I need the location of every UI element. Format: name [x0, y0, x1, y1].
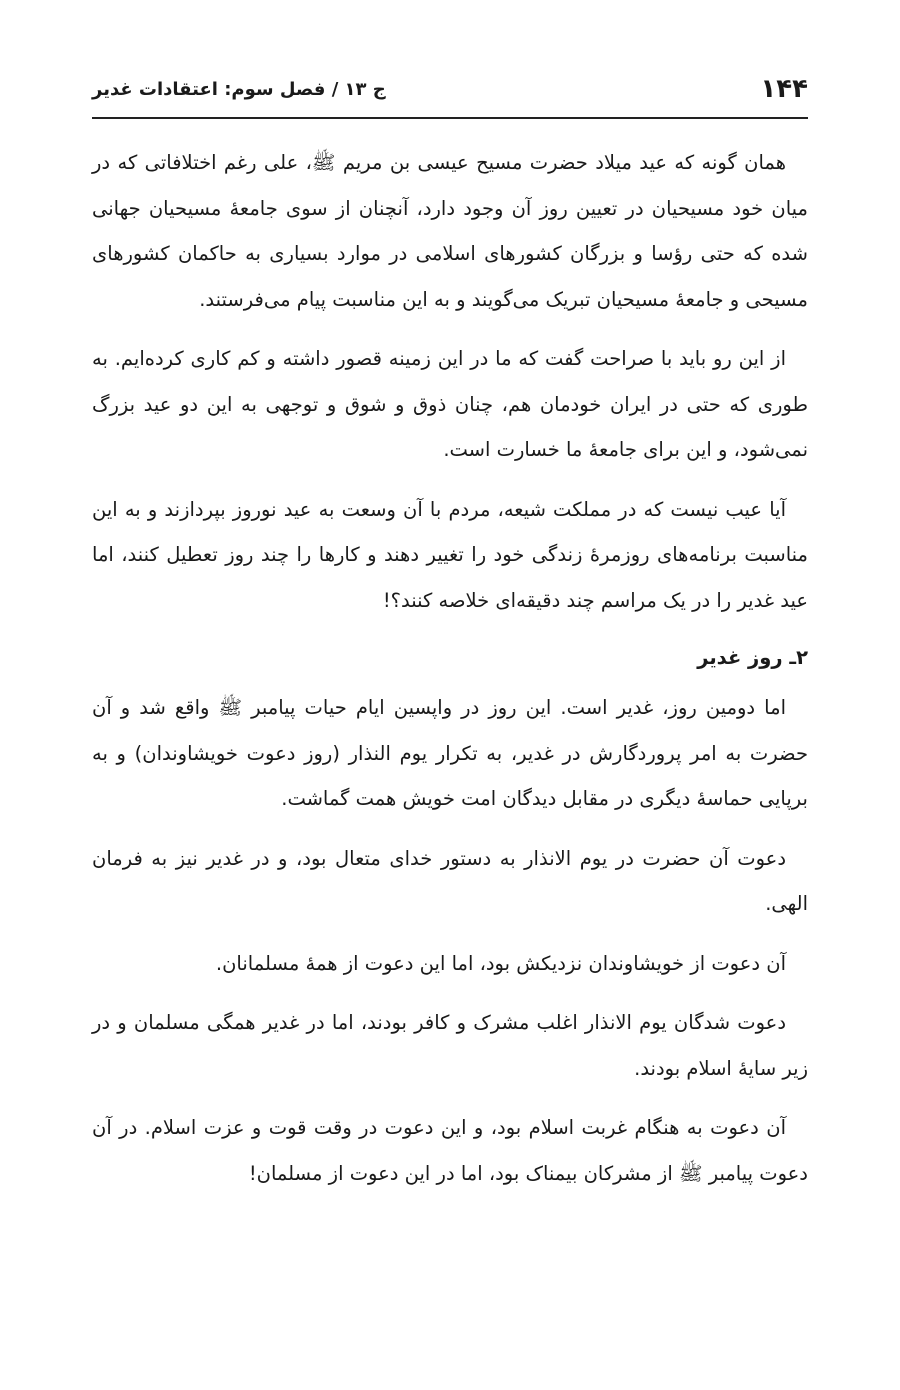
body-paragraph: آن دعوت از خویشاوندان نزدیکش بود، اما این دعوت از همهٔ مسلمانان.	[215, 951, 786, 975]
page-body	[92, 140, 808, 1196]
section-heading: ۲ـ روز غدیر	[697, 646, 808, 669]
body-paragraph: اما دومین روز، غدیر است. این روز در واپسین ایام حیات پیامبر ﷺ واقع شد و آن حضرت به امر پروردگارش در غدیر، به تکرار یوم النذار (روز دعوت خویشاوندان) و به برپایی حماسهٔ دیگری در مقابل دیدگان امت خویش همت گماشت.	[92, 696, 808, 810]
page-number: ۱۴۴	[760, 74, 808, 104]
page-header	[92, 64, 808, 114]
body-paragraph: آن دعوت به هنگام غربت اسلام بود، و این دعوت در وقت قوت و عزت اسلام. در آن دعوت پیامبر ﷺ از مشرکان بیمناک بود، اما در این دعوت از مسلمان!	[92, 1116, 808, 1185]
body-paragraph: از این رو باید با صراحت گفت که ما در این زمینه قصور داشته و کم کاری کرده‌ایم. به طوری که حتی در ایران خودمان هم، چنان ذوق و شوق و توجهی به این دو عید بزرگ نمی‌شود، و این برای جامعهٔ ما خسارت است.	[92, 347, 808, 461]
header-divider	[92, 117, 808, 119]
body-paragraph: دعوت شدگان یوم الانذار اغلب مشرک و کافر بودند، اما در غدیر همگی مسلمان و در زیر سایهٔ اسلام بودند.	[92, 1011, 808, 1080]
body-paragraph: همان گونه که عید میلاد حضرت مسیح عیسی بن مریم ﷺ، علی رغم اختلافاتی که در میان خود مسیحیان در تعیین روز آن وجود دارد، آنچنان از سوی جامعهٔ مسیحیان جهانی شده که حتی رؤسا و بزرگان کشورهای اسلامی در موارد بسیاری به حاکمان کشورهای مسیحی و جامعهٔ مسیحیان تبریک می‌گویند و به این مناسبت پیام می‌فرستند.	[92, 151, 808, 311]
body-paragraph: دعوت آن حضرت در یوم الانذار به دستور خدای متعال بود، و در غدیر نیز به فرمان الهی.	[92, 846, 808, 915]
body-paragraph: آیا عیب نیست که در مملکت شیعه، مردم با آن وسعت به عید نوروز بپردازند و به این مناسبت برنامه‌های روزمرهٔ زندگی خود را تغییر دهند و کارها را چند روز تعطیل کنند، اما عید غدیر را در یک مراسم چند دقیقه‌ای خلاصه کنند؟!	[92, 497, 808, 612]
running-title: ج ۱۳ / فصل سوم: اعتقادات غدیر	[92, 78, 386, 100]
